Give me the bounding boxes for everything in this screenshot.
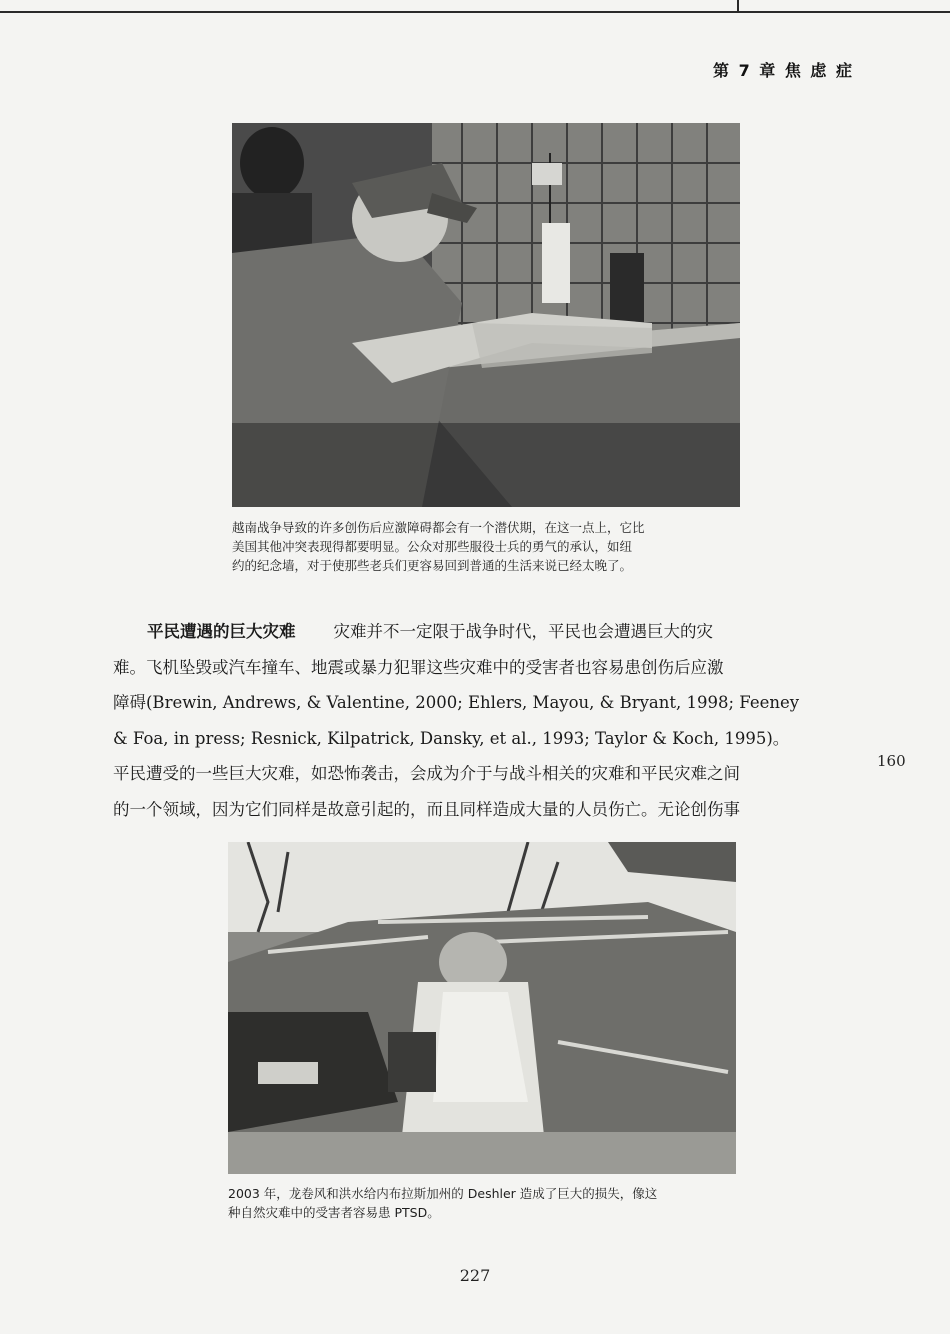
caption-line: 越南战争导致的许多创伤后应激障碍都会有一个潜伏期，在这一点上，它比 <box>232 520 645 535</box>
body-line: & Foa, in press; Resnick, Kilpatrick, Dansky, et al., 1993; Taylor & Koch, 1995)。 <box>113 728 790 748</box>
page-number: 227 <box>459 1266 491 1285</box>
figure-caption-memorial <box>232 518 744 575</box>
top-rule <box>0 11 950 13</box>
body-line <box>113 614 853 650</box>
body-line: 平民遭受的一些巨大灾难，如恐怖袭击，会成为介于与战斗相关的灾难和平民灾难之间 <box>113 764 740 783</box>
section-heading: 平民遭遇的巨大灾难 <box>147 622 296 641</box>
body-line: 难。飞机坠毁或汽车撞车、地震或暴力犯罪这些灾难中的受害者也容易患创伤后应激 <box>113 657 724 677</box>
caption-line: 美国其他冲突表现得都要明显。公众对那些服役士兵的勇气的承认，如纽 <box>232 539 633 554</box>
figure-caption-tornado <box>228 1184 768 1222</box>
body-line: 的一个领域，因为它们同样是故意引起的，而且同样造成大量的人员伤亡。无论创伤事 <box>113 799 740 819</box>
margin-page-reference: 160 <box>877 752 906 770</box>
caption-line: 约的纪念墙，对于使那些老兵们更容易回到普通的生活来说已经太晚了。 <box>232 558 633 573</box>
caption-line: 种自然灾难中的受害者容易患 PTSD。 <box>228 1205 440 1220</box>
body-line: 障碍(Brewin, Andrews, & Valentine, 2000; Ehlers, Mayou, & Bryant, 1998; Feeney <box>113 693 800 712</box>
section-body <box>113 614 853 827</box>
body-line-text: 灾难并不一定限于战争时代，平民也会遭遇巨大的灾 <box>333 622 713 641</box>
top-tick <box>737 0 739 13</box>
figure-tornado-aftermath-photo <box>228 842 736 1174</box>
figure-memorial-wall-photo <box>232 123 740 507</box>
running-head: 第 7 章 焦 虑 症 <box>713 61 854 80</box>
caption-line: 2003 年，龙卷风和洪水给内布拉斯加州的 Deshler 造成了巨大的损失，像这 <box>228 1186 658 1201</box>
